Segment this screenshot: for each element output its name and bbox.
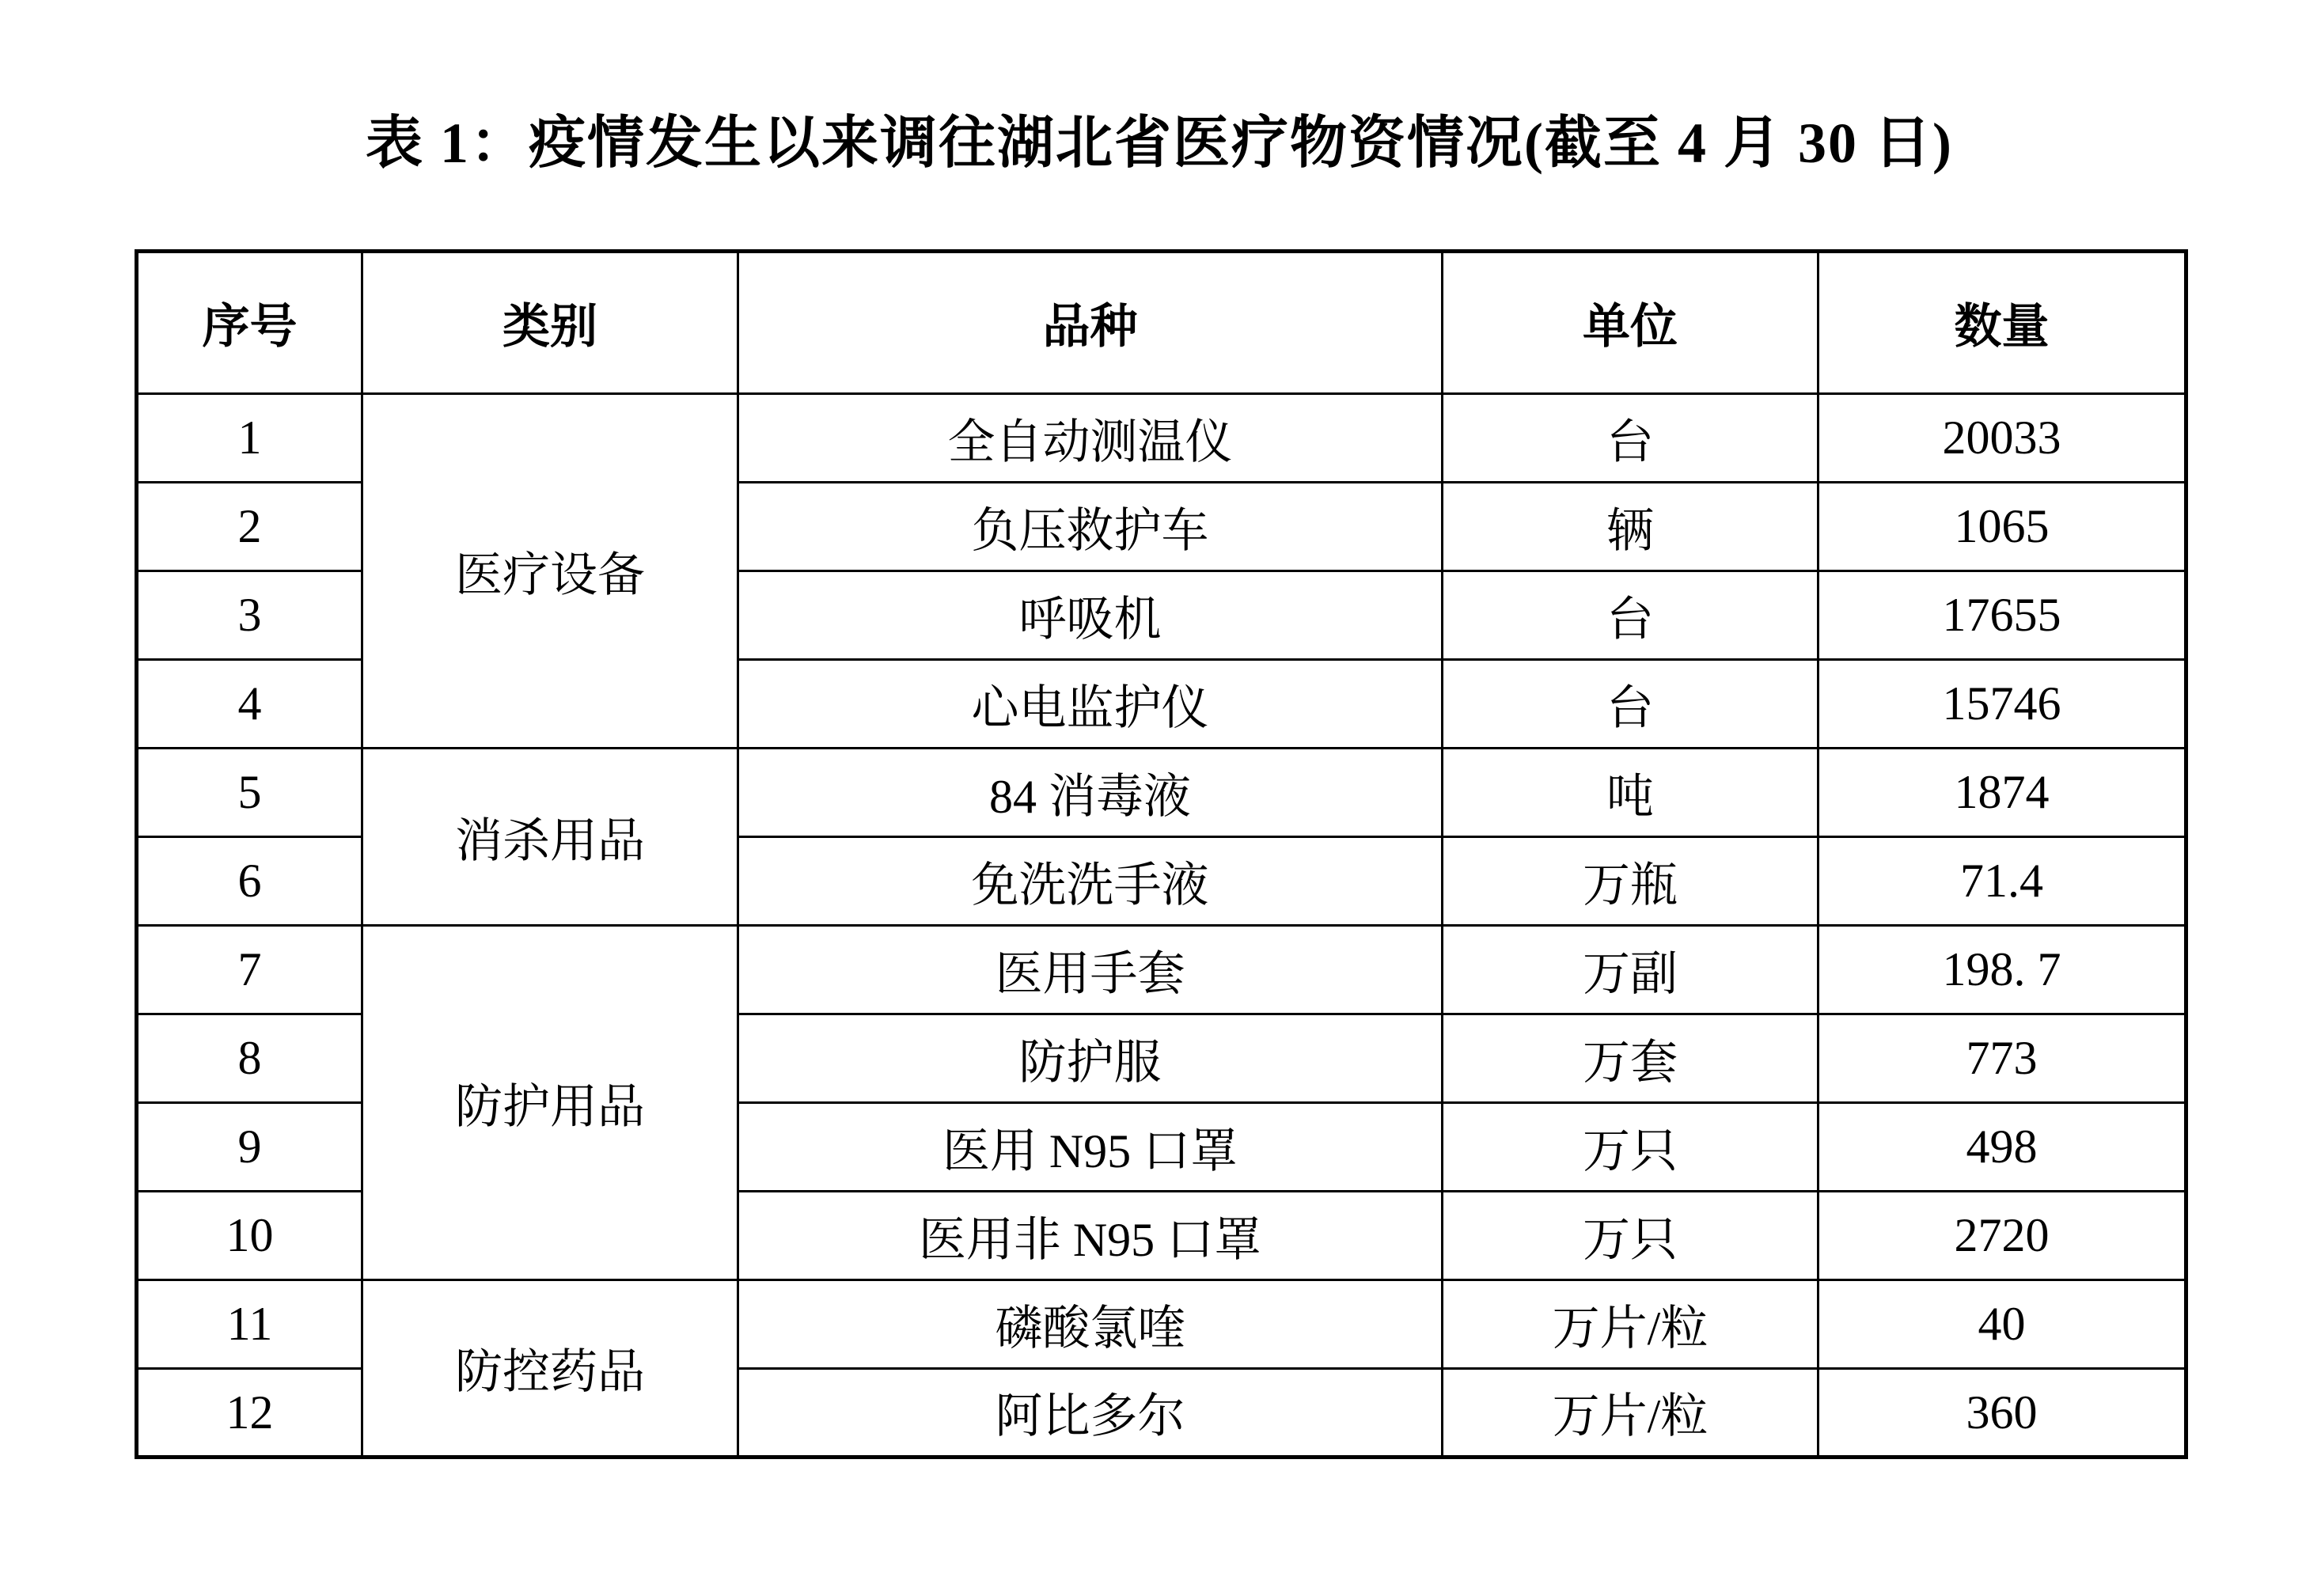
item-name: 心电监护仪 bbox=[738, 660, 1443, 749]
row-no: 6 bbox=[137, 837, 362, 926]
item-name: 呼吸机 bbox=[738, 571, 1443, 660]
table-title: 表 1：疫情发生以来调往湖北省医疗物资情况(截至 4 月 30 日) bbox=[366, 112, 1953, 175]
item-qty: 2720 bbox=[1818, 1192, 2186, 1280]
item-unit: 辆 bbox=[1443, 483, 1818, 571]
item-name: 阿比多尔 bbox=[738, 1369, 1443, 1458]
table-row bbox=[137, 926, 2186, 1014]
header-row bbox=[137, 252, 2186, 394]
item-qty: 17655 bbox=[1818, 571, 2186, 660]
row-no: 9 bbox=[137, 1103, 362, 1192]
table-row bbox=[137, 394, 2186, 483]
item-name: 负压救护车 bbox=[738, 483, 1443, 571]
item-qty: 71.4 bbox=[1818, 837, 2186, 926]
header-quantity: 数量 bbox=[1818, 252, 2186, 394]
item-name: 医用手套 bbox=[738, 926, 1443, 1014]
table-row bbox=[137, 1280, 2186, 1369]
item-name: 磷酸氯喹 bbox=[738, 1280, 1443, 1369]
item-qty: 773 bbox=[1818, 1014, 2186, 1103]
item-name: 免洗洗手液 bbox=[738, 837, 1443, 926]
item-qty: 498 bbox=[1818, 1103, 2186, 1192]
item-unit: 万只 bbox=[1443, 1192, 1818, 1280]
row-no: 11 bbox=[137, 1280, 362, 1369]
item-name: 全自动测温仪 bbox=[738, 394, 1443, 483]
item-qty: 1065 bbox=[1818, 483, 2186, 571]
row-no: 8 bbox=[137, 1014, 362, 1103]
header-item: 品种 bbox=[738, 252, 1443, 394]
item-unit: 万副 bbox=[1443, 926, 1818, 1014]
row-no: 12 bbox=[137, 1369, 362, 1458]
item-qty: 20033 bbox=[1818, 394, 2186, 483]
item-qty: 15746 bbox=[1818, 660, 2186, 749]
row-no: 5 bbox=[137, 749, 362, 837]
header-category: 类别 bbox=[362, 252, 738, 394]
item-name: 84 消毒液 bbox=[738, 749, 1443, 837]
row-no: 3 bbox=[137, 571, 362, 660]
row-no: 10 bbox=[137, 1192, 362, 1280]
category-cell: 消杀用品 bbox=[362, 749, 738, 926]
item-qty: 1874 bbox=[1818, 749, 2186, 837]
item-unit: 吨 bbox=[1443, 749, 1818, 837]
table-row bbox=[137, 749, 2186, 837]
category-cell: 防控药品 bbox=[362, 1280, 738, 1458]
item-qty: 40 bbox=[1818, 1280, 2186, 1369]
category-cell: 防护用品 bbox=[362, 926, 738, 1280]
medical-supplies-table bbox=[135, 249, 2188, 1459]
item-name: 医用 N95 口罩 bbox=[738, 1103, 1443, 1192]
row-no: 2 bbox=[137, 483, 362, 571]
item-qty: 360 bbox=[1818, 1369, 2186, 1458]
item-name: 医用非 N95 口罩 bbox=[738, 1192, 1443, 1280]
item-unit: 台 bbox=[1443, 394, 1818, 483]
item-unit: 万瓶 bbox=[1443, 837, 1818, 926]
header-no: 序号 bbox=[137, 252, 362, 394]
item-name: 防护服 bbox=[738, 1014, 1443, 1103]
item-qty: 198. 7 bbox=[1818, 926, 2186, 1014]
row-no: 1 bbox=[137, 394, 362, 483]
header-unit: 单位 bbox=[1443, 252, 1818, 394]
row-no: 4 bbox=[137, 660, 362, 749]
item-unit: 万片/粒 bbox=[1443, 1369, 1818, 1458]
item-unit: 万只 bbox=[1443, 1103, 1818, 1192]
row-no: 7 bbox=[137, 926, 362, 1014]
item-unit: 台 bbox=[1443, 660, 1818, 749]
item-unit: 万片/粒 bbox=[1443, 1280, 1818, 1369]
item-unit: 台 bbox=[1443, 571, 1818, 660]
item-unit: 万套 bbox=[1443, 1014, 1818, 1103]
category-cell: 医疗设备 bbox=[362, 394, 738, 749]
